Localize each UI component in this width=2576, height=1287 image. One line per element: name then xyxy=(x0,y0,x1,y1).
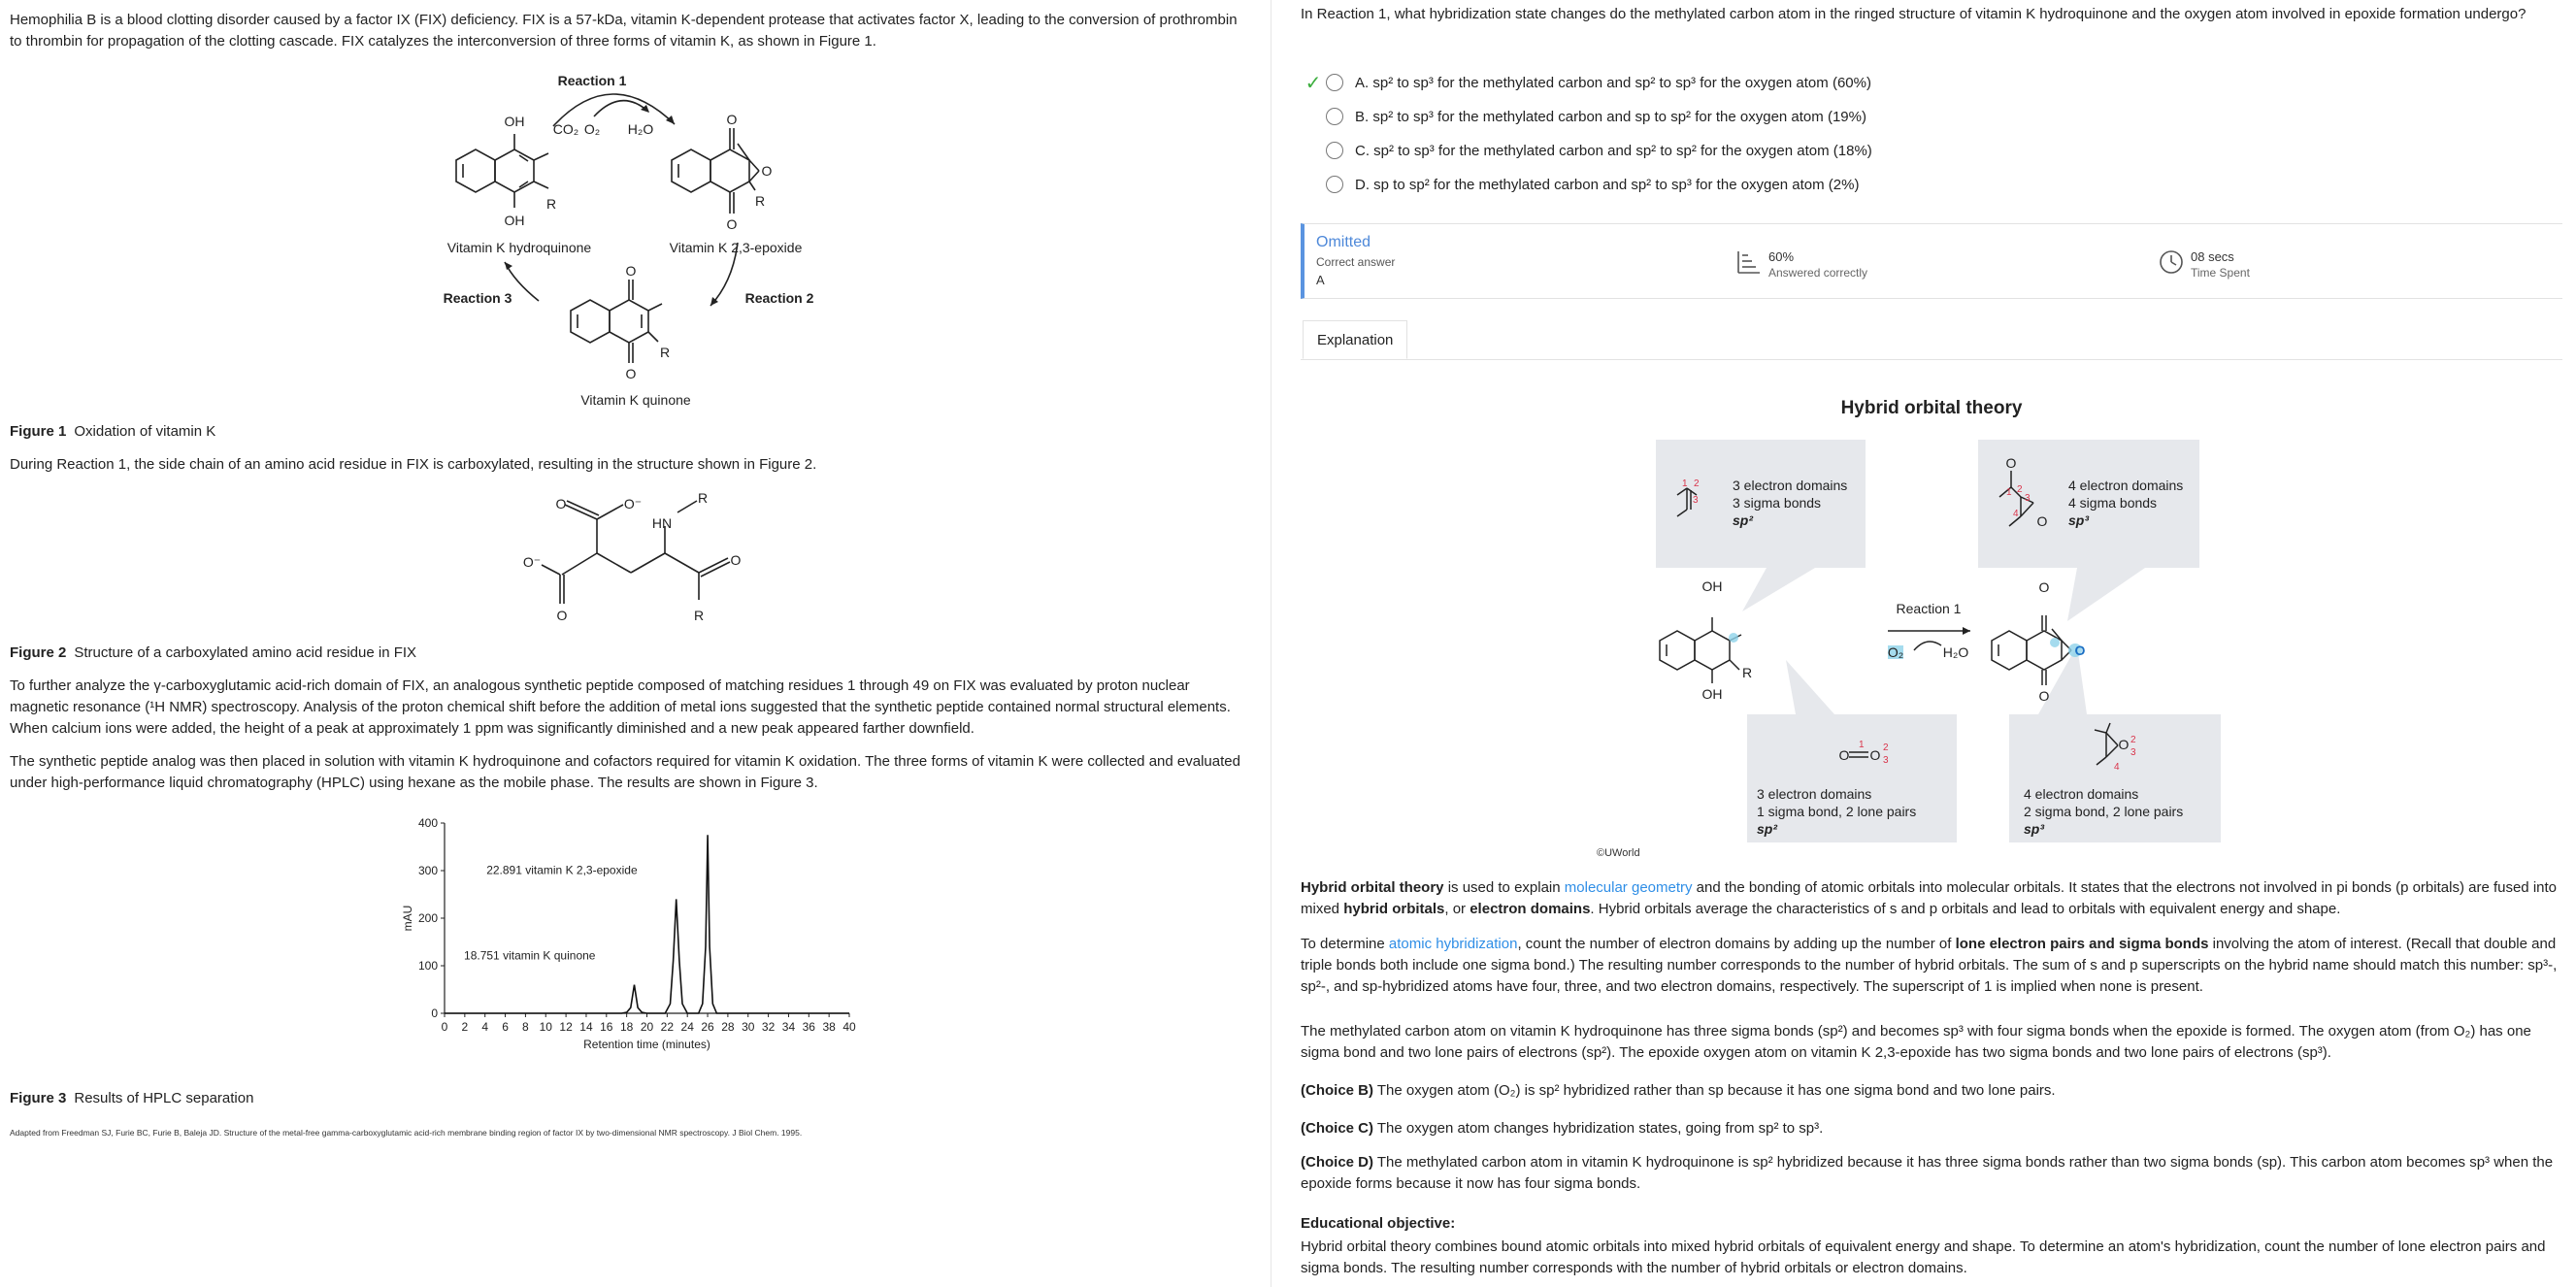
x-tick-label: 18 xyxy=(619,1020,634,1034)
percent-correct-value: 60% xyxy=(1768,249,1795,264)
fig1-r-left: R xyxy=(545,196,557,212)
fig1-o-top: O xyxy=(726,112,738,127)
x-tick-label: 4 xyxy=(481,1020,489,1034)
fig1-reaction2: Reaction 2 xyxy=(744,290,814,306)
stats-chart-icon xyxy=(1736,249,1762,275)
fig1-epoxide-label: Vitamin K 2,3-epoxide xyxy=(669,240,803,255)
x-tick-label: 36 xyxy=(802,1020,815,1034)
svg-text:2: 2 xyxy=(1694,478,1700,489)
x-tick-label: 10 xyxy=(539,1020,552,1034)
fig2-o-topleft: O xyxy=(555,496,567,512)
status-omitted: Omitted xyxy=(1316,234,1371,250)
tr-line-3: sp³ xyxy=(2068,512,2089,528)
tr-o: O xyxy=(2005,455,2017,471)
y-axis-label: mAU xyxy=(401,905,414,932)
diag-o-bottom: O xyxy=(2038,688,2050,704)
percent-correct-label: Answered correctly xyxy=(1768,266,1868,280)
explanation-choice-c: (Choice C) The oxygen atom changes hybridization states, going from sp² to sp³. xyxy=(1301,1120,1824,1137)
tl-line-3: sp² xyxy=(1733,512,1753,528)
fig1-o-bottom: O xyxy=(726,216,738,232)
radio-c[interactable] xyxy=(1326,142,1343,159)
time-spent-label: Time Spent xyxy=(2191,266,2250,280)
svg-text:2: 2 xyxy=(1883,742,1889,753)
bl-line-1: 3 electron domains xyxy=(1757,786,1872,802)
y-tick-label: 100 xyxy=(417,959,438,973)
diag-r: R xyxy=(1741,665,1753,680)
figure-3-caption: Figure 3 Results of HPLC separation xyxy=(10,1090,254,1106)
fig1-o-epoxide: O xyxy=(761,163,773,179)
fig2-o-bottom: O xyxy=(556,608,568,623)
fig1-o2: O₂ xyxy=(583,121,601,137)
svg-text:3: 3 xyxy=(2025,493,2031,504)
passage-intro: Hemophilia B is a blood clotting disorder caused by a factor IX (FIX) deficiency. FIX is a 57-kDa, vitamin K-dependent protease that activates factor X, leading to the conversion of prothrombin to thrombin for propagation of the clotting cascade. FIX catalyzes the interconversion of three forms of vitamin K, as shown in Figure 1. xyxy=(10,12,1238,50)
passage-para-3: To further analyze the γ-carboxyglutamic acid-rich domain of FIX, an analogous synthetic peptide composed of matching residues 1 through 49 on FIX was evaluated by proton nuclear magnetic resonance (¹H NMR) spectroscopy. Analysis of the proton chemical shift before the addition of metal ions suggested that the synthetic peptide contained normal structural elements. When calcium ions were added, the height of a peak at approximately 1 ppm was significantly diminished and a new peak appeared farther downfield. xyxy=(10,677,1231,737)
svg-text:3: 3 xyxy=(1883,755,1889,766)
link-molecular-geometry[interactable]: molecular geometry xyxy=(1564,879,1693,896)
bl-line-2: 1 sigma bond, 2 lone pairs xyxy=(1757,804,1917,819)
figure-1-caption: Figure 1 Oxidation of vitamin K xyxy=(10,423,216,440)
bl-o-right: O xyxy=(1869,747,1881,763)
diag-reaction-1: Reaction 1 xyxy=(1896,601,1962,616)
copyright: ©UWorld xyxy=(1597,847,1640,859)
x-tick-label: 12 xyxy=(559,1020,573,1034)
explanation-choice-d: (Choice D) The methylated carbon atom in vitamin K hydroquinone is sp² hybridized because it has three sigma bonds rather than two sigma bonds (sp). This carbon atom becomes sp³ when the epoxide forms because it now has four sigma bonds. xyxy=(1301,1154,2554,1192)
svg-text:2: 2 xyxy=(2017,484,2023,495)
correct-answer-value: A xyxy=(1316,273,1325,287)
diag-o-top: O xyxy=(2038,579,2050,595)
svg-text:1: 1 xyxy=(1682,478,1688,489)
radio-b[interactable] xyxy=(1326,108,1343,125)
svg-text:3: 3 xyxy=(1693,495,1699,506)
hplc-trace xyxy=(445,835,849,1013)
br-line-2: 2 sigma bond, 2 lone pairs xyxy=(2024,804,2184,819)
peak-label: 22.891 vitamin K 2,3-epoxide xyxy=(486,863,638,877)
y-tick-label: 300 xyxy=(417,864,438,877)
diag-o2: O₂ xyxy=(1887,644,1904,660)
fig1-oh-top: OH xyxy=(504,114,525,129)
x-tick-label: 34 xyxy=(781,1020,796,1034)
explanation-para-1: Hybrid orbital theory is used to explain molecular geometry and the bonding of atomic orbitals into molecular orbitals. It states that the electrons not involved in pi bonds (p orbitals) are fused into mixed hybrid orbitals, or electron domains. Hybrid orbitals average the characteristics of s and p orbitals and lead to orbitals with equivalent energy and shape. xyxy=(1301,879,2558,917)
y-tick-label: 0 xyxy=(431,1006,438,1020)
radio-d[interactable] xyxy=(1326,176,1343,193)
diag-oh-bottom: OH xyxy=(1701,686,1723,702)
fig1-reaction1: Reaction 1 xyxy=(557,73,627,88)
hybrid-orbital-diagram xyxy=(1650,437,2252,844)
fig2-o-minus-left: O⁻ xyxy=(522,554,542,570)
figure-1-diagram xyxy=(427,68,835,417)
tr-line-1: 4 electron domains xyxy=(2068,478,2184,493)
clock-icon xyxy=(2159,249,2184,275)
tab-bar xyxy=(1301,320,2562,360)
x-tick-label: 2 xyxy=(461,1020,469,1034)
fig1-quinone-label: Vitamin K quinone xyxy=(580,392,691,408)
passage-para-4: The synthetic peptide analog was then placed in solution with vitamin K hydroquinone and cofactors required for vitamin K oxidation. The three forms of vitamin K were collected and evaluated under high-performance liquid chromatography (HPLC) using hexane as the mobile phase. The results are shown in Figure 3. xyxy=(10,753,1240,791)
svg-text:1: 1 xyxy=(1859,740,1865,750)
fig2-o-minus-top: O⁻ xyxy=(623,496,643,512)
diag-oh-top: OH xyxy=(1701,578,1723,594)
x-axis-label: Retention time (minutes) xyxy=(583,1038,710,1051)
correct-check-icon: ✓ xyxy=(1305,72,1322,94)
diag-h2o: H₂O xyxy=(1942,644,1969,660)
peak-label: 18.751 vitamin K quinone xyxy=(464,948,596,963)
x-tick-label: 20 xyxy=(640,1020,654,1034)
radio-a[interactable] xyxy=(1326,74,1343,91)
explanation-para-3: The methylated carbon atom on vitamin K hydroquinone has three sigma bonds (sp²) and becomes sp³ with four sigma bonds when the epoxide is formed. The oxygen atom (from O₂) has one sigma bond and two lone pairs of electrons (sp²). The epoxide oxygen atom on vitamin K 2,3-epoxide has two sigma bonds and two lone pairs of electrons (sp³). xyxy=(1301,1023,2531,1061)
objective-title: Educational objective: xyxy=(1301,1215,1456,1232)
choice-c[interactable]: C. sp² to sp³ for the methylated carbon and sp² to sp² for the oxygen atom (18%) xyxy=(1301,139,1872,162)
citation: Adapted from Freedman SJ, Furie BC, Furie B, Baleja JD. Structure of the metal-free gamma-carboxyglutamic acid-rich membrane binding region of factor IX by two-dimensional NMR spectroscopy. J Biol Chem. 1995. xyxy=(10,1128,803,1138)
time-spent-value: 08 secs xyxy=(2191,249,2234,264)
explanation-para-2: To determine atomic hybridization, count the number of electron domains by adding up the number of lone electron pairs and sigma bonds involving the atom of interest. (Recall that double and triple bonds both include one sigma bond.) The resulting number corresponds to the number of hybrid orbitals. The sum of s and p superscripts on the hybrid name should match this number: sp³-, sp²-, and sp-hybridized atoms have four, three, and two electron domains, respectively. The superscript of 1 is implied when none is present. xyxy=(1301,936,2558,995)
fig2-hn: HN xyxy=(651,515,673,531)
fig1-o-quinone-bottom: O xyxy=(625,366,637,381)
bl-o-left: O xyxy=(1838,747,1850,763)
y-tick-label: 200 xyxy=(417,911,438,925)
fig1-o-quinone-top: O xyxy=(625,263,637,279)
choice-a[interactable]: ✓ A. sp² to sp³ for the methylated carbon and sp² to sp³ for the oxygen atom (60%) xyxy=(1301,71,1871,94)
tl-line-1: 3 electron domains xyxy=(1733,478,1848,493)
choice-b[interactable]: B. sp² to sp³ for the methylated carbon and sp to sp² for the oxygen atom (19%) xyxy=(1301,105,1866,128)
svg-text:3: 3 xyxy=(2130,747,2136,758)
svg-text:2: 2 xyxy=(2130,735,2136,745)
br-line-1: 4 electron domains xyxy=(2024,786,2139,802)
tr-line-2: 4 sigma bonds xyxy=(2068,495,2158,511)
fig2-o-right: O xyxy=(730,552,742,568)
hplc-chart xyxy=(388,808,883,1079)
x-tick-label: 32 xyxy=(761,1020,776,1034)
x-tick-label: 40 xyxy=(842,1020,856,1034)
fig2-r-bottom: R xyxy=(693,608,705,623)
fig1-hydroquinone-label: Vitamin K hydroquinone xyxy=(446,240,592,255)
figure-2-diagram xyxy=(505,485,757,641)
choice-d[interactable]: D. sp to sp² for the methylated carbon and sp² to sp³ for the oxygen atom (2%) xyxy=(1301,173,1859,196)
passage-pane xyxy=(0,0,1259,1287)
fig1-co2: CO₂ xyxy=(552,121,579,137)
br-o: O xyxy=(2118,737,2130,752)
question-pane xyxy=(1301,0,2562,1287)
x-tick-label: 8 xyxy=(522,1020,529,1034)
x-tick-label: 16 xyxy=(600,1020,613,1034)
x-tick-label: 14 xyxy=(579,1020,593,1034)
tl-line-2: 3 sigma bonds xyxy=(1733,495,1822,511)
x-tick-label: 0 xyxy=(441,1020,448,1034)
fig2-r-top: R xyxy=(697,490,709,506)
fig1-r-right: R xyxy=(754,193,766,209)
passage-para-2: During Reaction 1, the side chain of an amino acid residue in FIX is carboxylated, resulting in the structure shown in Figure 2. xyxy=(10,456,817,473)
bl-line-3: sp² xyxy=(1757,821,1777,837)
br-line-3: sp³ xyxy=(2024,821,2044,837)
fig1-oh-bottom: OH xyxy=(504,213,525,228)
explanation-title: Hybrid orbital theory xyxy=(1840,398,2023,418)
x-tick-label: 28 xyxy=(721,1020,735,1034)
question-stem: In Reaction 1, what hybridization state changes do the methylated carbon atom in the ringed structure of vitamin K hydroquinone and the oxygen atom involved in epoxide formation undergo? xyxy=(1301,6,2526,22)
tr-o-epox: O xyxy=(2036,513,2048,529)
svg-text:4: 4 xyxy=(2114,762,2120,773)
result-bar xyxy=(1301,223,2562,299)
correct-answer-label: Correct answer xyxy=(1316,255,1396,269)
link-atomic-hybridization[interactable]: atomic hybridization xyxy=(1388,936,1518,952)
x-tick-label: 6 xyxy=(502,1020,509,1034)
x-tick-label: 38 xyxy=(822,1020,836,1034)
objective-text: Hybrid orbital theory combines bound atomic orbitals into mixed hybrid orbitals of equivalent energy and shape. To determine an atom's hybridization, count the number of lone electron pairs and sigma bonds. The resulting number corresponds with the number of hybrid orbitals or electron domains. xyxy=(1301,1238,2546,1276)
fig1-h2o: H₂O xyxy=(627,121,654,137)
x-tick-label: 26 xyxy=(701,1020,714,1034)
fig1-r-quinone: R xyxy=(659,345,671,360)
svg-text:1: 1 xyxy=(2006,487,2012,498)
diag-o-epox: O xyxy=(2074,643,2086,658)
explanation-choice-b: (Choice B) The oxygen atom (O₂) is sp² hybridized rather than sp because it has one sigma bond and two lone pairs. xyxy=(1301,1082,2056,1099)
svg-text:4: 4 xyxy=(2013,509,2019,519)
x-tick-label: 22 xyxy=(660,1020,675,1034)
x-tick-label: 24 xyxy=(680,1020,694,1034)
y-tick-label: 400 xyxy=(417,816,438,830)
fig1-reaction3: Reaction 3 xyxy=(443,290,512,306)
x-tick-label: 30 xyxy=(742,1020,755,1034)
tab-explanation[interactable]: Explanation xyxy=(1303,320,1407,359)
figure-2-caption: Figure 2 Structure of a carboxylated amino acid residue in FIX xyxy=(10,644,417,661)
